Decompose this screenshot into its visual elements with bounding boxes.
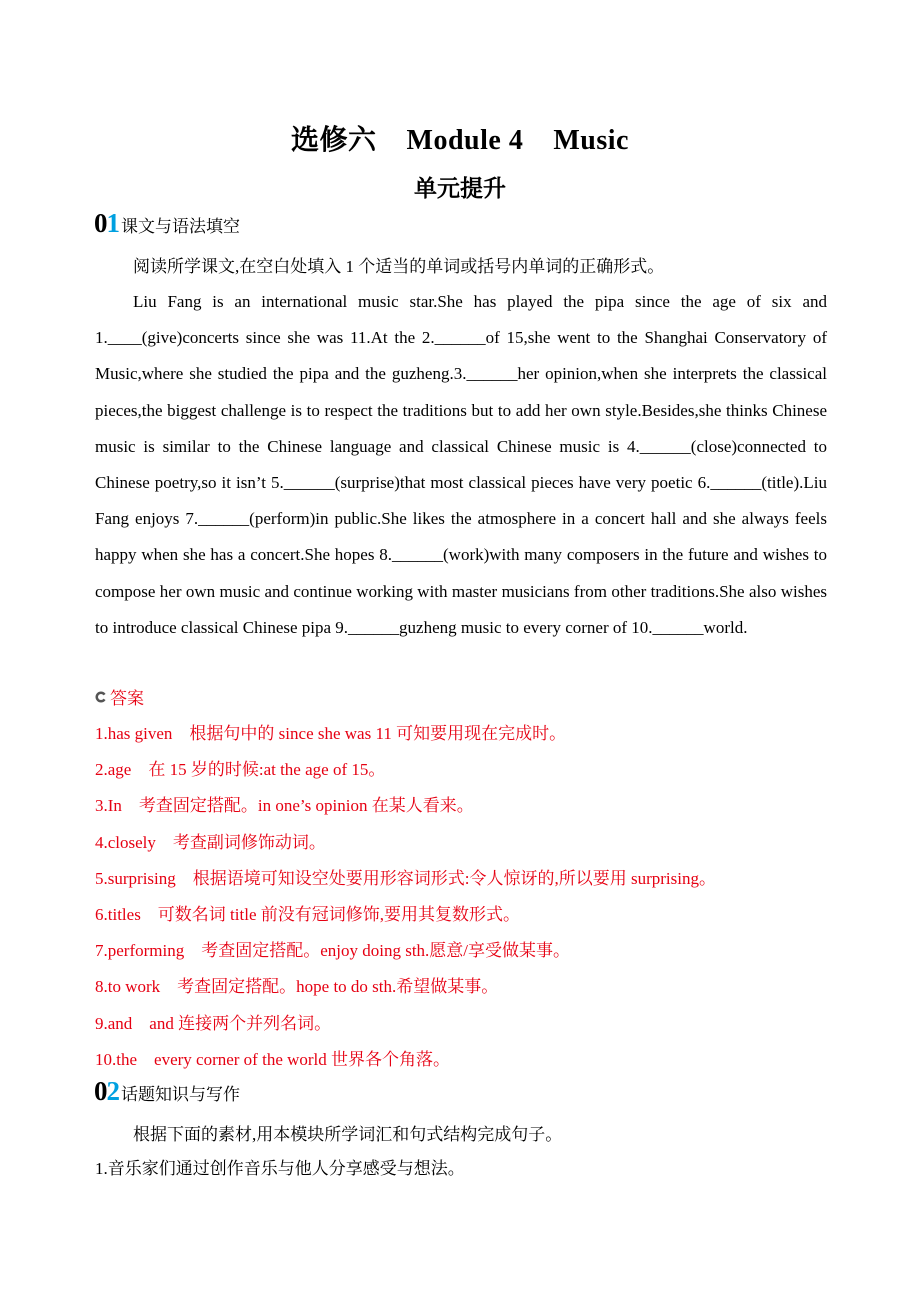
answer-heading — [95, 684, 144, 709]
answer-item: 2.age 在 15 岁的时候:at the age of 15。 — [95, 760, 386, 780]
page-title: 选修六 Module 4 Music — [291, 125, 629, 156]
answer-item: 9.and and 连接两个并列名词。 — [95, 1013, 332, 1033]
section-2-label: 话题知识与写作 — [121, 1085, 240, 1104]
reading-passage: Liu Fang is an international music star.She has played the pipa since the age of six and 1.____(give)concerts since she was 11.At the 2.______of 15,she went to the Shanghai Conservatory of Music,where she studied the pipa and the guzheng.3.______her opinion,when she interprets the classical pieces,the biggest challenge is to respect the traditions but to add her own style.Besides,she thinks Chinese music is similar to the Chinese language and classical Chinese music is 4.______(close)connected to Chinese poetry,so it isn’t 5.______(surprise)that most classical pieces have very poetic 6.______(title).Liu Fang enjoys 7.______(perform)in public.She likes the atmosphere in a concert hall and she always feels happy when she has a concert.She hopes 8.______(work)with many composers in the future and wishes to compose her own music and continue working with master musicians from other traditions.She also wishes to introduce classical Chinese pipa 9.______guzheng music to every corner of 10.______world. — [95, 292, 827, 637]
section-1-number: 01 — [94, 208, 119, 238]
answer-marker-icon — [95, 691, 107, 703]
answer-item: 1.has given 根据句中的 since she was 11 可知要用现在完成时。 — [95, 724, 567, 743]
answer-item: 3.In 考查固定搭配。in one’s opinion 在某人看来。 — [95, 796, 474, 816]
answer-item: 7.performing 考查固定搭配。enjoy doing sth.愿意/享受做某事。 — [95, 941, 571, 961]
section-1-instruction: 阅读所学课文,在空白处填入 1 个适当的单词或括号内单词的正确形式。 — [133, 257, 665, 276]
section-2-heading — [94, 1076, 240, 1107]
question-1: 1.音乐家们通过创作音乐与他人分享感受与想法。 — [95, 1159, 465, 1178]
answer-label: 答案 — [110, 689, 144, 708]
answer-item: 4.closely 考查副词修饰动词。 — [95, 832, 326, 852]
section-1-heading — [94, 208, 240, 239]
answer-item: 5.surprising 根据语境可知设空处要用形容词形式:令人惊讶的,所以要用 surprising。 — [95, 868, 716, 888]
section-1-label: 课文与语法填空 — [121, 217, 240, 236]
answer-item: 6.titles 可数名词 title 前没有冠词修饰,要用其复数形式。 — [95, 904, 520, 924]
answer-item: 8.to work 考查固定搭配。hope to do sth.希望做某事。 — [95, 977, 499, 997]
section-2-number: 02 — [94, 1076, 119, 1106]
section-2-instruction: 根据下面的素材,用本模块所学词汇和句式结构完成句子。 — [133, 1125, 563, 1144]
page-subtitle: 单元提升 — [414, 176, 506, 202]
answer-list — [95, 716, 716, 1078]
answer-item: 10.the every corner of the world 世界各个角落。 — [95, 1049, 451, 1069]
